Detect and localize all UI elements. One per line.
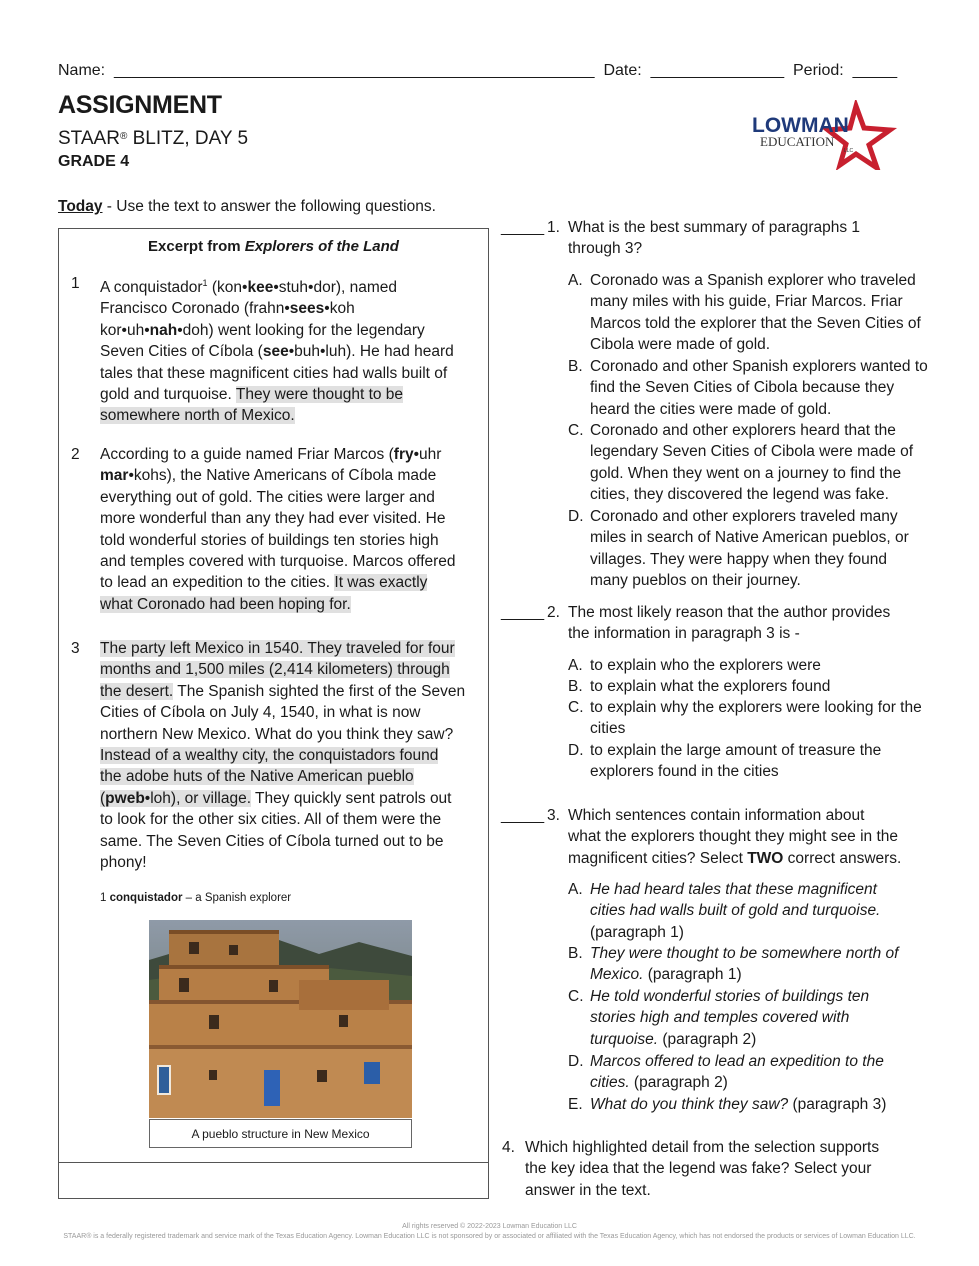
paragraph-number-3: 3 xyxy=(71,640,80,657)
answer-blank-3[interactable]: _____ xyxy=(501,807,545,824)
highlight-detail[interactable]: They were thought to be xyxy=(235,386,404,404)
name-label: Name: xyxy=(58,62,106,79)
question-number-1: 1. xyxy=(547,219,560,236)
question-number-2: 2. xyxy=(547,604,560,621)
paragraph-3: The party left Mexico in 1540. They traveled for four months and 1,500 miles (2,414 kilometers) through the desert. The Spanish sighted the first of the Seven Cities of Cíbola on July 4, 1540, in what is now northern New Mexico. What do you think they saw? Instead of a wealthy city, the conquistadors found the adobe huts of the Native American pueblo (pweb•loh), or village. They quickly sent patrols out to look for the other six cities. All of them were the same. The Seven Cities of Cíbola turned out to be phony! xyxy=(100,640,466,872)
highlight-detail[interactable]: (pweb•loh), or village. xyxy=(100,789,252,807)
period-blank[interactable]: _____ xyxy=(852,62,898,79)
date-blank[interactable]: _______________ xyxy=(650,62,785,79)
question-number-3: 3. xyxy=(547,807,560,824)
highlight-detail[interactable]: somewhere north of Mexico. xyxy=(100,407,295,425)
student-info-row xyxy=(58,60,918,80)
paragraph-1: A conquistador$^1$ (kon•kee•stuh•dor), named Francisco Coronado (frahn•sees•koh kor•uh•nah•doh) went looking for the legendary Seven Cities of Cíbola (see•buh•luh). He had heard tales that these magnificent cities had walls built of gold and turquoise. They were thought to be somewhere north of Mexico. xyxy=(100,278,454,425)
question-3-stem: Which sentences contain information about what the explorers thought they might see in the magnificent cities? Select TWO correct answers. xyxy=(568,807,902,867)
paragraph-number-2: 2 xyxy=(71,446,80,463)
paragraph-2: According to a guide named Friar Marcos (fry•uhr mar•kohs), the Native Americans of Cíbola made everything out of gold. The cities were larger and more wonderful than any they had ever visited. He told wonderful stories of buildings ten stories high and temples covered with turquoise. Marcos offered to lead an expedition to the cities. It was exactly what Coronado had been hoping for. xyxy=(100,446,456,613)
lowman-education-logo xyxy=(750,100,900,170)
answer-blank-2[interactable]: _____ xyxy=(501,604,545,621)
logo-line3: LLC xyxy=(844,148,854,154)
highlight-detail[interactable]: the desert. xyxy=(100,682,174,700)
answer-blank-1[interactable]: _____ xyxy=(501,219,545,236)
photo-caption: A pueblo structure in New Mexico xyxy=(149,1119,412,1148)
trademark-notice: STAAR® is a federally registered trademark and service mark of the Texas Education Agency. Lowman Education LLC is not sponsored by or associated or affiliated with the Texas Education Agency, which has not endorsed the products or services of Lowman Education LLC. xyxy=(63,1233,916,1240)
name-blank[interactable]: ______________________________________________________ xyxy=(114,62,595,79)
passage-divider xyxy=(58,1162,489,1163)
copyright-line: All rights reserved © 2022-2023 Lowman Education LLC xyxy=(402,1223,577,1230)
page-title: ASSIGNMENT xyxy=(58,91,222,119)
highlight-detail[interactable]: The party left Mexico in 1540. They traveled for four xyxy=(100,640,455,657)
pueblo-photo xyxy=(149,920,412,1118)
paragraph-number-1: 1 xyxy=(71,275,80,292)
highlight-detail[interactable]: months and 1,500 miles (2,414 kilometers) through xyxy=(100,661,450,679)
logo-line1: LOWMAN xyxy=(752,114,849,137)
question-4-stem: Which highlighted detail from the selection supports the key idea that the legend was fake? Select your answer in the text. xyxy=(525,1139,880,1199)
highlight-detail[interactable]: the adobe huts of the Native American pueblo xyxy=(100,768,414,786)
logo-line2: EDUCATION xyxy=(760,134,835,149)
page-subtitle: STAAR® BLITZ, DAY 5 xyxy=(58,128,249,149)
footnote: 1 conquistador – a Spanish explorer xyxy=(100,892,292,904)
question-1-stem: What is the best summary of paragraphs 1 through 3? xyxy=(568,219,861,258)
instructions: Today - Use the text to answer the following questions. xyxy=(58,198,436,215)
question-number-4: 4. xyxy=(502,1139,515,1156)
date-label: Date: xyxy=(603,62,642,79)
grade-label: GRADE 4 xyxy=(58,153,130,170)
passage-title: Excerpt from Explorers of the Land xyxy=(148,238,399,255)
question-2-stem: The most likely reason that the author provides the information in paragraph 3 is - xyxy=(568,604,891,643)
highlight-detail[interactable]: what Coronado had been hoping for. xyxy=(100,595,351,613)
period-label: Period: xyxy=(793,62,844,79)
highlight-detail[interactable]: Instead of a wealthy city, the conquistadors found xyxy=(100,747,439,765)
highlight-detail[interactable]: It was exactly xyxy=(334,574,428,592)
